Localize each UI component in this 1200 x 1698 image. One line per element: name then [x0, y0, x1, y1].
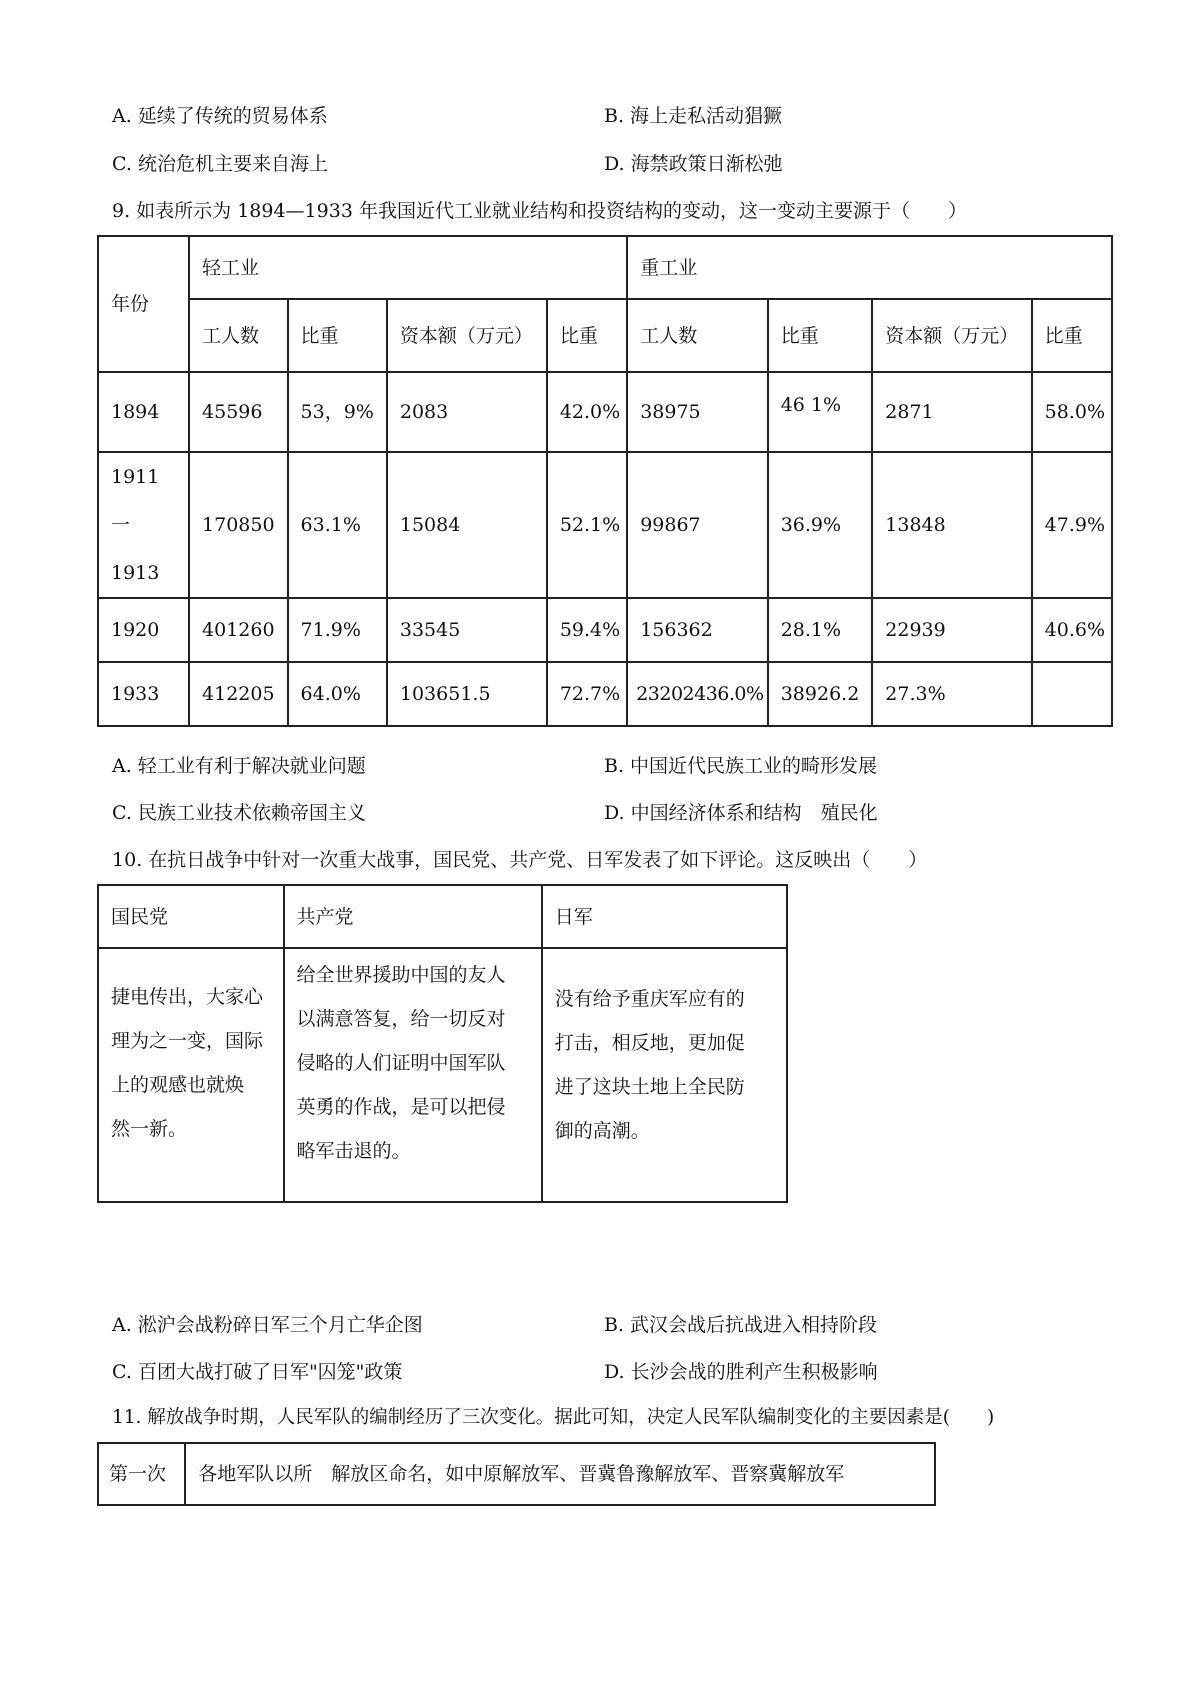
q10-stem: 10. 在抗日战争中针对一次重大战事，国民党、共产党、日军发表了如下评论。这反映出（ ）: [112, 849, 928, 871]
sub-header: 比重: [288, 299, 387, 372]
sub-header: 资本额（万元）: [872, 299, 1031, 372]
sub-header: 比重: [768, 299, 873, 372]
year-cell: 1920: [98, 598, 189, 662]
q9-option-d: D. 中国经济体系和结构 殖民化: [604, 802, 878, 824]
table-cell: 2871: [872, 372, 1031, 452]
q9-industry-table: [97, 235, 1113, 727]
q9-option-a: A. 轻工业有利于解决就业问题: [112, 755, 366, 777]
year-line: 1913: [111, 562, 160, 584]
table-cell: 53，9%: [288, 372, 387, 452]
year-line: 1911 一: [111, 466, 160, 536]
comment-line: 略军击退的。: [296, 1140, 411, 1162]
comment-line: 给全世界援助中国的友人: [296, 964, 506, 986]
table-row: [98, 452, 1112, 598]
sub-header: 比重: [1032, 299, 1112, 372]
table-cell: 22939: [872, 598, 1031, 662]
table-cell: 23202436.0%: [627, 662, 768, 726]
q8-option-d: D. 海禁政策日渐松弛: [604, 153, 783, 175]
table-cell: 58.0%: [1032, 372, 1112, 452]
table-cell: 27.3%: [872, 662, 1031, 726]
table-cell: 36.9%: [768, 452, 873, 598]
sub-header: 工人数: [189, 299, 288, 372]
comment-line: 理为之一变，国际: [111, 1030, 264, 1052]
table-cell: [1032, 662, 1112, 726]
q8-option-c: C. 统治危机主要来自海上: [112, 153, 328, 175]
table-cell: 2083: [387, 372, 547, 452]
table-cell: 170850: [189, 452, 288, 598]
table-cell: 28.1%: [768, 598, 873, 662]
light-industry-header: 轻工业: [189, 236, 627, 299]
table-cell: 38926.2: [768, 662, 873, 726]
table-cell: 46 1%: [768, 372, 873, 452]
comment-line: 没有给予重庆军应有的: [554, 988, 745, 1010]
year-cell: 1894: [98, 372, 189, 452]
sub-header: 工人数: [627, 299, 768, 372]
q10-option-b: B. 武汉会战后抗战进入相持阶段: [604, 1314, 878, 1336]
q9-stem: 9. 如表所示为 1894—1933 年我国近代工业就业结构和投资结构的变动，这一变动主要源于（ ）: [112, 200, 967, 222]
q8-option-b: B. 海上走私活动猖獗: [604, 105, 783, 127]
q8-option-a: A. 延续了传统的贸易体系: [112, 105, 328, 127]
table-cell: 401260: [189, 598, 288, 662]
table-cell: 42.0%: [547, 372, 627, 452]
table-row: [98, 662, 1112, 726]
comment-line: 英勇的作战，是可以把侵: [296, 1096, 506, 1118]
q10-comment-table: [97, 884, 788, 1203]
year-header: 年份: [98, 236, 189, 372]
table-cell: 71.9%: [288, 598, 387, 662]
comment-line: 然一新。: [111, 1118, 188, 1140]
japanese-army-comment: [542, 948, 787, 1202]
cpc-comment: [284, 948, 542, 1202]
comment-line: 上的观感也就焕: [111, 1074, 245, 1096]
header-kmt: 国民党: [98, 885, 284, 948]
q11-stem: 11. 解放战争时期，人民军队的编制经历了三次变化。据此可知，决定人民军队编制变化的主要因素是( ): [112, 1407, 995, 1428]
table-cell: 99867: [627, 452, 768, 598]
header-japanese-army: 日军: [542, 885, 787, 948]
table-cell: 40.6%: [1032, 598, 1112, 662]
q9-option-b: B. 中国近代民族工业的畸形发展: [604, 755, 878, 777]
table-cell: 33545: [387, 598, 547, 662]
table-row: [98, 598, 1112, 662]
heavy-industry-header: 重工业: [627, 236, 1112, 299]
comment-line: 御的高潮。: [554, 1120, 650, 1142]
q10-option-a: A. 淞沪会战粉碎日军三个月亡华企图: [112, 1314, 423, 1336]
table-cell: 156362: [627, 598, 768, 662]
row-text: 各地军队以所 解放区命名，如中原解放军、晋冀鲁豫解放军、晋察冀解放军: [185, 1443, 935, 1505]
table-cell: 38975: [627, 372, 768, 452]
table-cell: 103651.5: [387, 662, 547, 726]
year-cell: [98, 452, 189, 598]
comment-line: 打击，相反地，更加促: [554, 1032, 745, 1054]
comment-line: 侵略的人们证明中国军队: [296, 1052, 506, 1074]
table-cell: 59.4%: [547, 598, 627, 662]
q10-option-c: C. 百团大战打破了日军"囚笼"政策: [112, 1361, 403, 1383]
table-row: [98, 372, 1112, 452]
table-cell: 64.0%: [288, 662, 387, 726]
table-cell: 15084: [387, 452, 547, 598]
kmt-comment: [98, 948, 284, 1202]
comment-line: 以满意答复，给一切反对: [296, 1008, 506, 1030]
comment-line: 进了这块土地上全民防: [554, 1076, 745, 1098]
q11-table: [97, 1442, 936, 1506]
header-cpc: 共产党: [284, 885, 542, 948]
comment-line: 捷电传出，大家心: [111, 986, 264, 1008]
table-cell: 47.9%: [1032, 452, 1112, 598]
sub-header: 比重: [547, 299, 627, 372]
q9-option-c: C. 民族工业技术依赖帝国主义: [112, 802, 366, 824]
year-cell: 1933: [98, 662, 189, 726]
table-cell: 13848: [872, 452, 1031, 598]
table-cell: 45596: [189, 372, 288, 452]
table-cell: 52.1%: [547, 452, 627, 598]
table-cell: 63.1%: [288, 452, 387, 598]
sub-header: 资本额（万元）: [387, 299, 547, 372]
row-label: 第一次: [98, 1443, 185, 1505]
sub-header-row: [98, 299, 1112, 372]
q10-option-d: D. 长沙会战的胜利产生积极影响: [604, 1361, 878, 1383]
table-cell: 72.7%: [547, 662, 627, 726]
table-cell: 412205: [189, 662, 288, 726]
